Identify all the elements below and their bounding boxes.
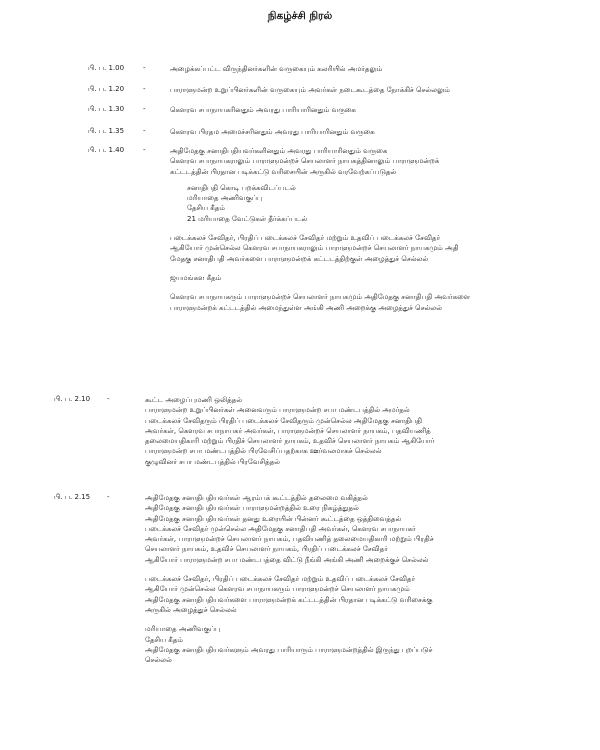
text-line: மேதகு சனாதிபதி அவர்களை பாராளுமன்றக் கட்டடத்திற்குள் அழைத்துச் செல்லல் — [170, 254, 429, 263]
text-line: பாராளுமன்ற உறுப்பினர்கள் அனைவரும் பாராளுமன்ற சபா மண்டபத்தில் அமர்தல் — [145, 406, 410, 415]
entry-time: பி. ப. 2.10 — [54, 395, 91, 403]
text-line: ஆகியோர் பாராளுமன்ற சபா மண்டபத்தை விட்டு நீங்கி அங்கி அணி அறைக்குச் செல்லல் — [145, 555, 429, 564]
entry-text — [170, 64, 382, 74]
entry-dash: - — [143, 127, 146, 135]
entry-time: பி. ப. 1.00 — [88, 64, 125, 72]
entry-dash: - — [143, 146, 146, 154]
entry-text — [170, 127, 375, 137]
text-line: அதிமேதகு சனாதிபதியவர்களை பாராளுமன்றக் கட்டடத்தின் பிரதான படிக்கட்டு வரிசைக்கு — [145, 595, 433, 604]
entry-time: பி. ப. 1.20 — [88, 85, 125, 93]
text-line: படைக்கலச் சேவிதர், பிரதிப் படைக்கலச் சேவிதர் மற்றும் உதவிப் படைக்கலச் சேவிதர் — [170, 234, 441, 243]
text-line: தேசிய கீதம் — [145, 635, 183, 644]
text-line: கௌரவ சபாநாயகராலும் பாராளுமன்றச் செயலாளர் நாயகத்தினாலும் பாராளுமன்றக் — [170, 157, 440, 166]
text-line: செல்லல் — [145, 656, 172, 665]
entry-text — [170, 146, 470, 313]
list-item: சனாதிபதி கொடி பறக்கவிடப்படல் — [187, 183, 296, 192]
text-line: செயலாளர் நாயகம், உதவிச் செயலாளர் நாயகம், பிரதிப் படைக்கலச் சேவிதர் — [145, 545, 388, 554]
text-line: ஆகியோர் முன்செல்ல கௌரவ சபாநாயகரும் பாராளுமன்றச் செயலாளர் நாயகமும் — [145, 585, 410, 594]
entry-dash: - — [143, 64, 146, 72]
entry-dash: - — [143, 85, 146, 93]
entry-dash: - — [107, 493, 110, 501]
text-line: பாராளுமன்ற சபா மண்டபத்தில் பிரவேசிப்பதற்காக ஊர்வலமாகச் செல்லல் — [145, 447, 382, 456]
text-line: படைக்கலச் சேவிதரும் பிரதிப் படைக்கலச் சேவிதரும் முன்செல்ல அதிமேதகு சனாதிபதி — [145, 416, 422, 425]
text-line: கௌரவ சபாநாயகரும் பாராளுமன்றச் செயலாளர் நாயகமும் அதிமேதகு சனாதிபதி அவர்களை — [170, 293, 471, 302]
text-line: மரியாதை அணிவகுப்பு — [145, 625, 221, 634]
text-line: ஜயமங்கள கீதம் — [170, 273, 222, 282]
text-line: பாராளுமன்றக் கட்டடத்தில் அமைந்துள்ள அங்கி அணி அறைக்கு அழைத்துச் செல்லல் — [170, 303, 442, 312]
entry-text — [145, 493, 434, 665]
entry-text — [170, 105, 356, 115]
text-line: ஆகியோர் முன்செல்ல கௌரவ சபாநாயகராலும் பாராளுமன்றச் செயலாளர் நாயகமும் அதி — [170, 244, 459, 253]
text-line: கூட்ட அழைப்புமணி ஒலித்தல் — [145, 396, 243, 404]
list-item: 21 மரியாதை வேட்டுகள் தீர்க்கப்படல் — [187, 214, 308, 223]
entry-dash: - — [143, 105, 146, 113]
text-line: அதிமேதகு சனாதிபதியவர்கள் பாராளுமன்றத்தில் உரை நிகழ்த்துதல் — [145, 504, 359, 513]
text-line: அவர்கள், பாராளுமன்றச் செயலாளர் நாயகம், பதவியணித் தலைமையதிகாரி மற்றும் பிரதிச் — [145, 535, 434, 544]
text-line: அதிமேதகு சனாதிபதியவர்கள் தனது உரையின் பின்னர் கூட்டத்தை ஒத்திவைத்தல் — [145, 514, 402, 523]
text-line: அதிமேதகு சனாதிபதியவர்கள் ஆரம்பக் கூட்டத்தில் தலைமை வகித்தல் — [145, 494, 368, 502]
entry-time: பி. ப. 1.30 — [88, 105, 125, 113]
list-item: மரியாதை அணிவகுப்பு — [187, 194, 263, 203]
entry-time: பி. ப. 2.15 — [54, 493, 91, 501]
text-line: அவர்கள், கௌரவ சபாநாயகர் அவர்கள், பாராளுமன்றச் செயலாளர் நாயகம், பதவியணித் — [145, 426, 431, 435]
text-line: அழைக்கப்பட்ட விருந்தினர்களின் வருகையும் கலரியில் அமர்தலும் — [170, 65, 383, 73]
text-line: கௌரவ பிரதம அமைச்சரினதும் அவரது பாரியாரினதும் வருகை — [170, 128, 375, 136]
entry-time: பி. ப. 1.35 — [88, 127, 125, 135]
text-line: கட்டடத்தின் பிரதான படிக்கட்டு வரிசையின் அருகில் வரவேற்கப்படுதல் — [170, 167, 397, 176]
text-line: தலைமையதிகாரி மற்றும் பிரதிச் செயலாளர் நாயகம், உதவிச் செயலாளர் நாயகம் ஆகியோர் — [145, 437, 435, 446]
entry-text — [145, 395, 434, 467]
text-line: அதிமேதகு சனாதிபதியவர்களும் அவரது பாரியாரும் பாராளுமன்றத்தில் இருந்து புறப்படுச் — [145, 645, 433, 654]
text-line: படைக்கலச் சேவிதர், பிரதிப் படைக்கலச் சேவிதர் மற்றும் உதவிப் படைக்கலச் சேவிதர் — [145, 575, 416, 584]
text-line: படைக்கலச் சேவிதர் முன்செல்ல அதிமேதகு சனாதிபதி அவர்கள், கௌரவ சபாநாயகர் — [145, 524, 416, 533]
text-line: அருகில் அழைத்துச் செல்லல் — [145, 605, 237, 614]
text-line: அதிமேதகு சனாதிபதியவர்களினதும் அவரது பாரியாரினதும் வருகை — [170, 147, 388, 155]
text-line: கௌரவ சபாநாயகரினதும் அவரது பாரியாரினதும் வருகை — [170, 106, 356, 114]
entry-text — [170, 85, 450, 95]
text-line: பாராளுமன்ற உறுப்பினர்களின் வருகையும் அவர்கள் நடைகூடத்தை நோக்கிச் செல்லலும் — [170, 86, 450, 94]
list-item: தேசிய கீதம் — [187, 204, 225, 213]
entry-dash: - — [107, 395, 110, 403]
entry-time: பி. ப. 1.40 — [88, 146, 125, 154]
page-title: நிகழ்ச்சி நிரல் — [267, 10, 333, 22]
text-line: குழுவினர் சபா மண்டபத்தில் பிரவேசித்தல் — [145, 457, 280, 466]
